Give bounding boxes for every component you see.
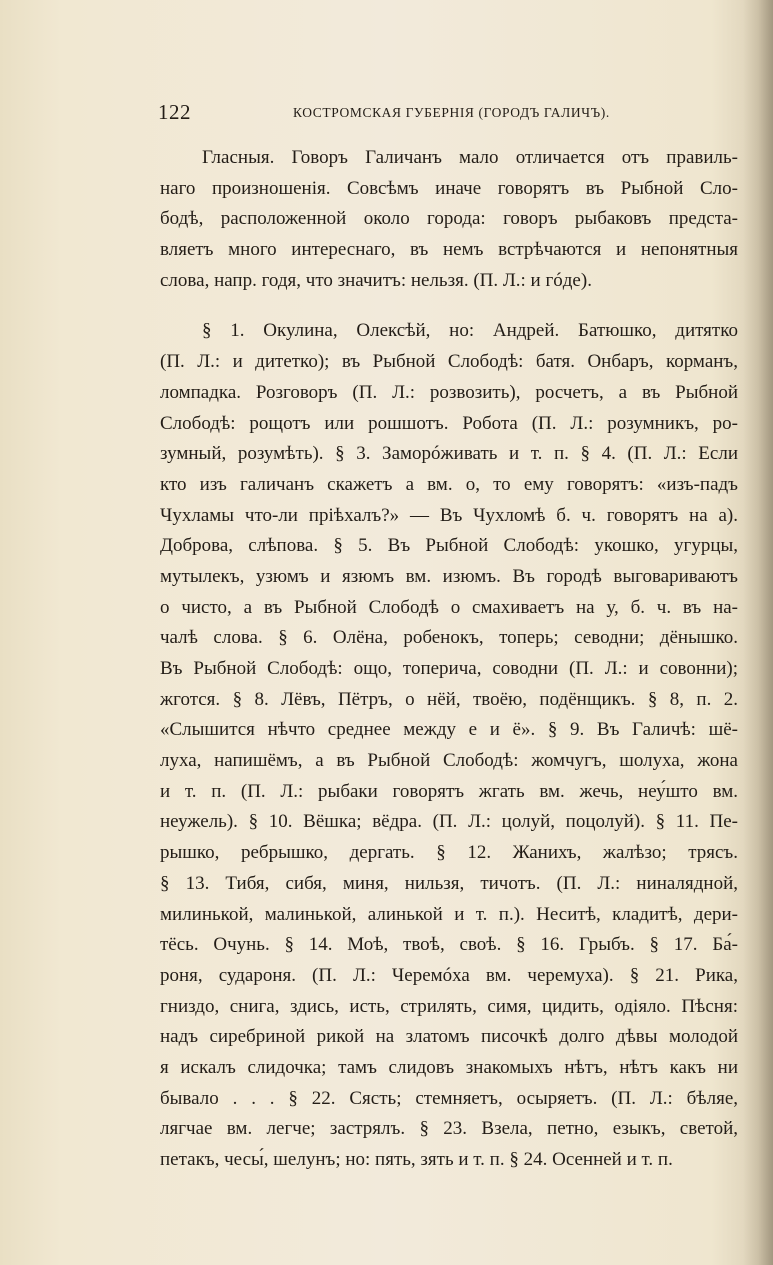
body-text [160,143,738,1176]
text-line: чалѣ слова. § 6. Олёна, робенокъ, топерь; севодни; дёнышко. [160,627,738,649]
text-line: бодѣ, расположенной около города: говоръ рыбаковъ предста- [160,208,738,230]
text-line: луха, напишёмъ, а въ Рыбной Слободѣ: жомчугъ, шолуха, жона [160,750,738,772]
text-line: рышко, ребрышко, дергать. § 12. Жанихъ, жалѣзо; трясъ. [160,842,738,864]
text-line: вляетъ много интереснаго, въ немъ встрѣчаются и непонятныя [160,239,738,261]
text-line: я искалъ слидочка; тамъ слидовъ знакомыхъ нѣтъ, нѣтъ какъ ни [160,1056,738,1078]
text-line: и т. п. (П. Л.: рыбаки говорятъ жгать вм. жечь, неу́што вм. [160,780,738,802]
text-line: Въ Рыбной Слободѣ: ощо, топерича, соводни (П. Л.: и совонни); [160,658,738,679]
text-line: «Слышится нѣчто среднее между е и ё». § 9. Въ Галичѣ: шё- [160,719,738,741]
text-line: тёсь. Очунь. § 14. Моѣ, твоѣ, своѣ. § 16. Грыбъ. § 17. Ба́- [160,934,738,956]
text-line: Гласныя. Говоръ Галичанъ мало отличается отъ правиль- [202,147,738,168]
text-line: надъ сиребриной рикой на златомъ писочкѣ долго дѣвы молодой [160,1026,738,1048]
text-line: Доброва, слѣпова. § 5. Въ Рыбной Слободѣ: укошко, угурцы, [160,535,738,557]
text-line: § 1. Окулина, Олексѣй, но: Андрей. Батюшко, дитятко [202,320,738,342]
text-line: Чухламы что-ли пріѣхалъ?» — Въ Чухломѣ б. ч. говорятъ на а). [160,504,738,526]
page-header [158,98,618,126]
text-line: кто изъ галичанъ скажетъ а вм. о, то ему говорятъ: «изъ-падъ [160,473,738,495]
page-edge-shadow [743,0,773,1265]
running-title: КОСТРОМСКАЯ ГУБЕРНІЯ (ГОРОДЪ ГАЛИЧЪ). [293,105,610,120]
text-line: слова, напр. годя, что значитъ: нельзя. (П. Л.: и гóде). [160,269,592,291]
text-line: бывало . . . § 22. Сясть; стемняетъ, осыряетъ. (П. Л.: бѣляе, [160,1087,738,1109]
text-line: (П. Л.: и дитетко); въ Рыбной Слободѣ: батя. Онбаръ, корманъ, [160,351,738,373]
text-line: жготся. § 8. Лёвъ, Пётръ, о нёй, твоёю, подёнщикъ. § 8, п. 2. [160,688,738,710]
text-line: гниздо, снига, здись, исть, стрилять, симя, цидить, одіяло. Пѣсня: [160,995,738,1017]
paragraph [160,143,738,296]
text-line: зумный, розумѣть). § 3. Заморóживать и т. п. § 4. (П. Л.: Если [160,443,738,465]
paragraph-gap [160,296,738,316]
text-line: неужель). § 10. Вёшка; вёдра. (П. Л.: цолуй, поцолуй). § 11. Пе- [160,811,738,833]
text-line: наго произношенія. Совсѣмъ иначе говорятъ въ Рыбной Сло- [160,177,738,199]
text-line: о чисто, а въ Рыбной Слободѣ о смахиваетъ на у, б. ч. въ на- [160,596,738,618]
text-line: лягчае вм. легче; застрялъ. § 23. Взела, петно, езыкъ, светой, [160,1118,738,1140]
text-line: петакъ, чесы́, шелунъ; но: пять, зять и т. п. § 24. Осенней и т. п. [160,1149,673,1170]
text-line: Слободѣ: рощотъ или рошшотъ. Робота (П. Л.: розумникъ, ро- [160,412,738,434]
text-line: мутылекъ, узюмъ и язюмъ вм. изюмъ. Въ городѣ выговариваютъ [160,565,738,587]
paragraph [160,316,738,1175]
page-number: 122 [158,100,191,124]
text-line: § 13. Тибя, сибя, миня, нильзя, тичотъ. (П. Л.: ниналядной, [160,872,738,894]
text-line: ломпадка. Розговоръ (П. Л.: розвозить), росчетъ, а въ Рыбной [160,381,738,403]
text-line: роня, судароня. (П. Л.: Черемóха вм. черемуха). § 21. Рика, [160,964,738,986]
text-line: милинькой, малинькой, алинькой и т. п.). Неситѣ, кладитѣ, дери- [160,903,738,925]
